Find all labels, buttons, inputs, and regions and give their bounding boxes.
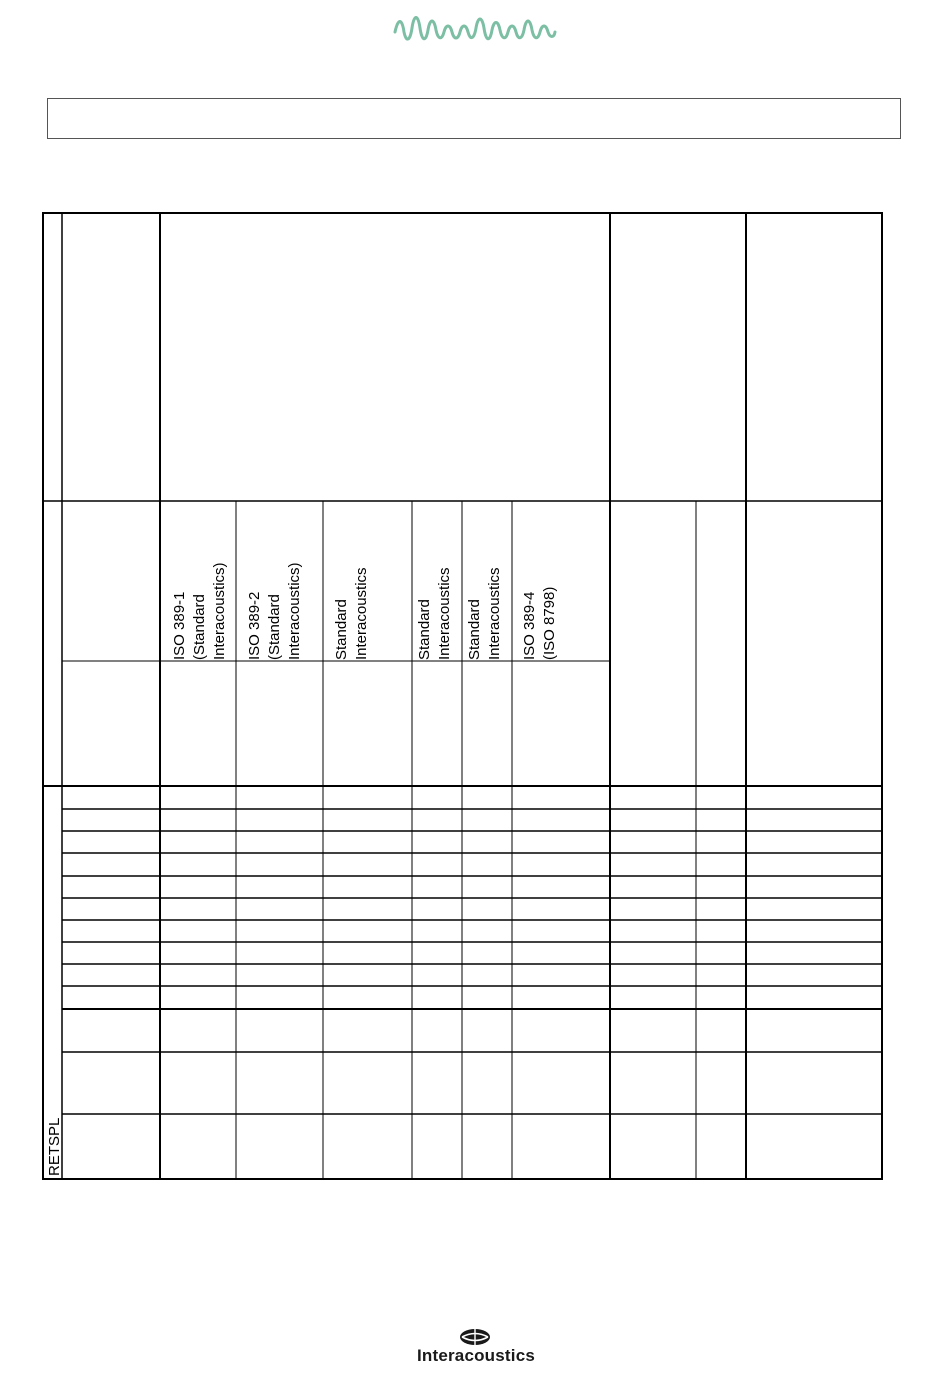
- standard-header-4-line: Standard: [416, 599, 433, 660]
- standard-header-2-line: ISO 389-2: [246, 591, 263, 660]
- standard-header-3-line: Standard: [333, 599, 350, 660]
- standard-header-3: [332, 567, 372, 660]
- standard-header-2: [245, 562, 305, 660]
- standard-header-3-line: Interacoustics: [353, 567, 370, 660]
- standard-header-6: [520, 587, 560, 660]
- standard-header-1-line: (Standard: [191, 594, 208, 660]
- standard-header-4: [415, 567, 455, 660]
- standard-header-1-line: ISO 389-1: [171, 591, 188, 660]
- standard-header-1-line: Interacoustics): [211, 562, 228, 660]
- standard-header-5-line: Interacoustics: [486, 567, 503, 660]
- standard-header-5-line: Standard: [466, 599, 483, 660]
- standard-header-2-line: (Standard: [266, 594, 283, 660]
- standard-header-1: [170, 562, 230, 660]
- interacoustics-wordmark: Interacoustics: [416, 1346, 536, 1365]
- standard-header-6-line: (ISO 8798): [541, 586, 558, 660]
- standard-header-5: [465, 567, 505, 660]
- interacoustics-globe-icon: [458, 1328, 492, 1346]
- interacoustics-logo: [398, 1328, 554, 1368]
- standard-header-4-line: Interacoustics: [436, 567, 453, 660]
- standard-header-6-line: ISO 389-4: [521, 591, 538, 660]
- standard-header-2-line: Interacoustics): [286, 562, 303, 660]
- retspl-side-label: RETSPL: [46, 1117, 63, 1176]
